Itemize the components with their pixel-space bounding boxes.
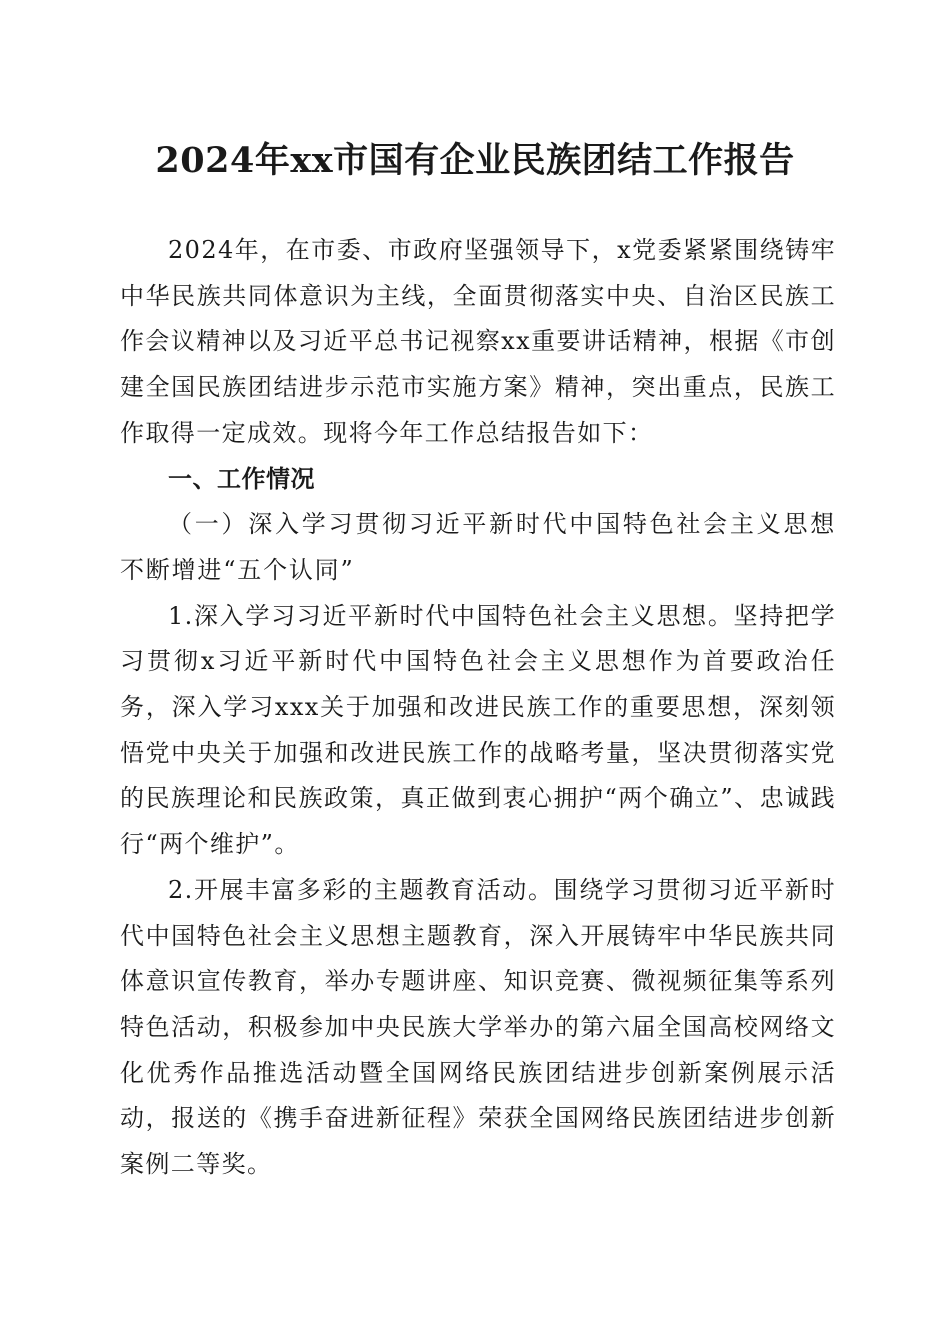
body-paragraph-1: 1.深入学习习近平新时代中国特色社会主义思想。坚持把学习贯彻x习近平新时代中国特色社会主义思想作为首要政治任务，深入学习xxx关于加强和改进民族工作的重要思想，深刻领悟党中央关于加强和改进民族工作的战略考量，坚决贯彻落实党的民族理论和民族政策，真正做到衷心拥护“两个确立”、忠诚践行“两个维护”。 [120,601,836,859]
intro-paragraph: 2024年，在市委、市政府坚强领导下，x党委紧紧围绕铸牢中华民族共同体意识为主线，全面贯彻落实中央、自治区民族工作会议精神以及习近平总书记视察xx重要讲话精神，根据《市创建全国民族团结进步示范市实施方案》精神，突出重点，民族工作取得一定成效。现将今年工作总结报告如下： [120,236,836,447]
subsection-heading: （一）深入学习贯彻习近平新时代中国特色社会主义思想不断增进“五个认同” [120,510,836,584]
document-body [120,228,836,1188]
document-title: 2024年xx市国有企业民族团结工作报告 [155,140,795,181]
section-heading: 一、工作情况 [168,464,315,493]
body-paragraph-2: 2.开展丰富多彩的主题教育活动。围绕学习贯彻习近平新时代中国特色社会主义思想主题教育，深入开展铸牢中华民族共同体意识宣传教育，举办专题讲座、知识竞赛、微视频征集等系列特色活动，积极参加中央民族大学举办的第六届全国高校网络文化优秀作品推选活动暨全国网络民族团结进步创新案例展示活动，报送的《携手奋进新征程》荣获全国网络民族团结进步创新案例二等奖。 [120,875,836,1179]
